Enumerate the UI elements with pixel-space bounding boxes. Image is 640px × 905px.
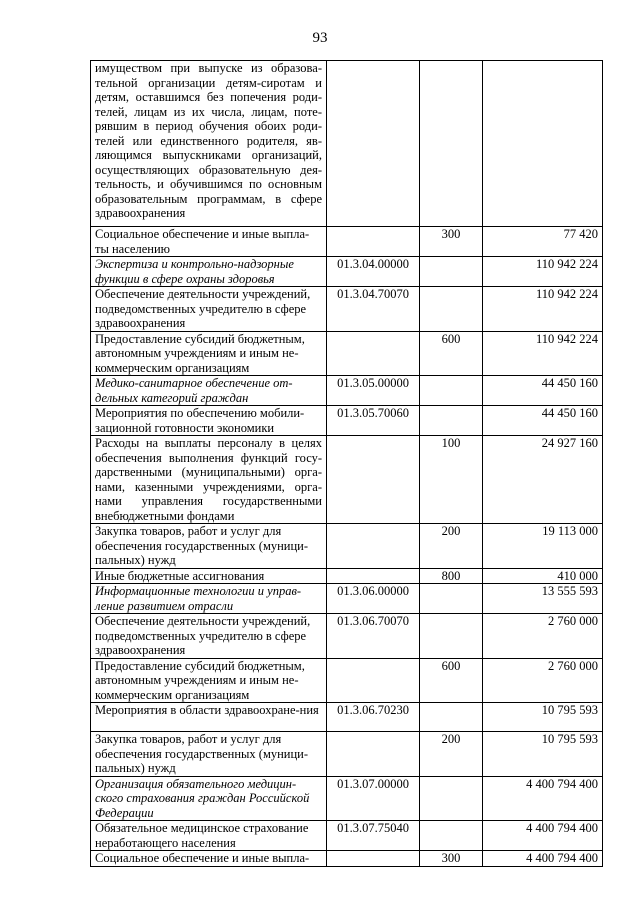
row-code [327,524,420,569]
row-expense-type: 600 [420,331,483,376]
row-name: Мероприятия по обеспечению мобили-зационной готовности экономики [91,406,327,436]
row-sum: 2 760 000 [483,658,603,703]
table-row [91,331,603,376]
table-row [91,376,603,406]
row-sum: 77 420 [483,227,603,257]
row-sum: 110 942 224 [483,257,603,287]
row-name: Обеспечение деятельности учреждений, подведомственных учредителю в сфере здравоохранения [91,614,327,659]
row-name: Информационные технологии и управ-ление развитием отрасли [91,584,327,614]
row-name: имуществом при выпуске из образова-тельной организации детям-сиротам и детям, оставшимся без попечения роди-телей, лицам из их числа, лицам, поте-рявшим в период обучения обоих роди-телей или единственного родителя, яв-ляющимся выпускниками организаций, осуществляющих образовательную дея-тельность, и обучившимся по основным образовательным программам, в сфере здравоохранения [91,61,327,227]
row-name: Обязательное медицинское страхование неработающего населения [91,821,327,851]
row-name: Предоставление субсидий бюджетным, автономным учреждениям и иным не-коммерческим организациям [91,658,327,703]
table-row [91,658,603,703]
row-name: Экспертиза и контрольно-надзорные функции в сфере охраны здоровья [91,257,327,287]
row-sum [483,61,603,227]
row-name: Медико-санитарное обеспечение от-дельных категорий граждан [91,376,327,406]
row-code: 01.3.05.70060 [327,406,420,436]
row-name: Социальное обеспечение и иные выпла-ты населению [91,227,327,257]
row-name: Обеспечение деятельности учреждений, подведомственных учредителю в сфере здравоохранения [91,287,327,332]
row-sum: 110 942 224 [483,331,603,376]
row-expense-type [420,61,483,227]
table-row [91,821,603,851]
row-expense-type: 100 [420,436,483,524]
table-row [91,406,603,436]
row-name: Иные бюджетные ассигнования [91,568,327,584]
table-row [91,568,603,584]
budget-table [90,60,603,867]
row-expense-type [420,776,483,821]
row-sum: 410 000 [483,568,603,584]
row-code [327,568,420,584]
row-code [327,436,420,524]
row-code: 01.3.06.00000 [327,584,420,614]
row-expense-type [420,257,483,287]
row-sum: 4 400 794 400 [483,851,603,867]
row-expense-type [420,703,483,732]
row-code: 01.3.04.00000 [327,257,420,287]
table-row [91,436,603,524]
row-name: Мероприятия в области здравоохране-ния [91,703,327,732]
row-code: 01.3.06.70230 [327,703,420,732]
table-row [91,287,603,332]
row-sum: 19 113 000 [483,524,603,569]
row-code: 01.3.07.75040 [327,821,420,851]
row-code: 01.3.04.70070 [327,287,420,332]
row-expense-type: 600 [420,658,483,703]
row-code [327,61,420,227]
row-sum: 4 400 794 400 [483,821,603,851]
row-code [327,732,420,777]
row-sum: 110 942 224 [483,287,603,332]
table-row [91,614,603,659]
row-expense-type [420,406,483,436]
row-sum: 4 400 794 400 [483,776,603,821]
table-row [91,776,603,821]
table-row [91,703,603,732]
row-expense-type [420,614,483,659]
table-row [91,524,603,569]
row-expense-type: 200 [420,732,483,777]
row-expense-type [420,287,483,332]
row-sum: 10 795 593 [483,732,603,777]
table-row [91,584,603,614]
row-code [327,851,420,867]
row-sum: 10 795 593 [483,703,603,732]
row-expense-type [420,821,483,851]
table-row [91,732,603,777]
row-sum: 44 450 160 [483,376,603,406]
row-code [327,331,420,376]
row-code: 01.3.07.00000 [327,776,420,821]
table-row [91,61,603,227]
row-sum: 2 760 000 [483,614,603,659]
row-expense-type [420,584,483,614]
row-sum: 13 555 593 [483,584,603,614]
page-number: 93 [312,30,328,46]
row-code [327,227,420,257]
row-expense-type: 300 [420,227,483,257]
row-name: Предоставление субсидий бюджетным, автономным учреждениям и иным не-коммерческим организациям [91,331,327,376]
row-code: 01.3.06.70070 [327,614,420,659]
row-name: Расходы на выплаты персоналу в целях обеспечения выполнения функций госу-дарственными (муниципальными) орга-нами, казенными учреждениями, орга-нами управления государственными внебюджетными фондами [91,436,327,524]
table-row [91,851,603,867]
row-name: Социальное обеспечение и иные выпла- [91,851,327,867]
row-expense-type [420,376,483,406]
row-expense-type: 200 [420,524,483,569]
row-sum: 44 450 160 [483,406,603,436]
row-sum: 24 927 160 [483,436,603,524]
row-name: Закупка товаров, работ и услуг для обеспечения государственных (муници-пальных) нужд [91,732,327,777]
row-code: 01.3.05.00000 [327,376,420,406]
row-expense-type: 800 [420,568,483,584]
table-row [91,227,603,257]
row-expense-type: 300 [420,851,483,867]
row-name: Закупка товаров, работ и услуг для обеспечения государственных (муници-пальных) нужд [91,524,327,569]
row-code [327,658,420,703]
table-row [91,257,603,287]
row-name: Организация обязательного медицин-ского страхования граждан Российской Федерации [91,776,327,821]
